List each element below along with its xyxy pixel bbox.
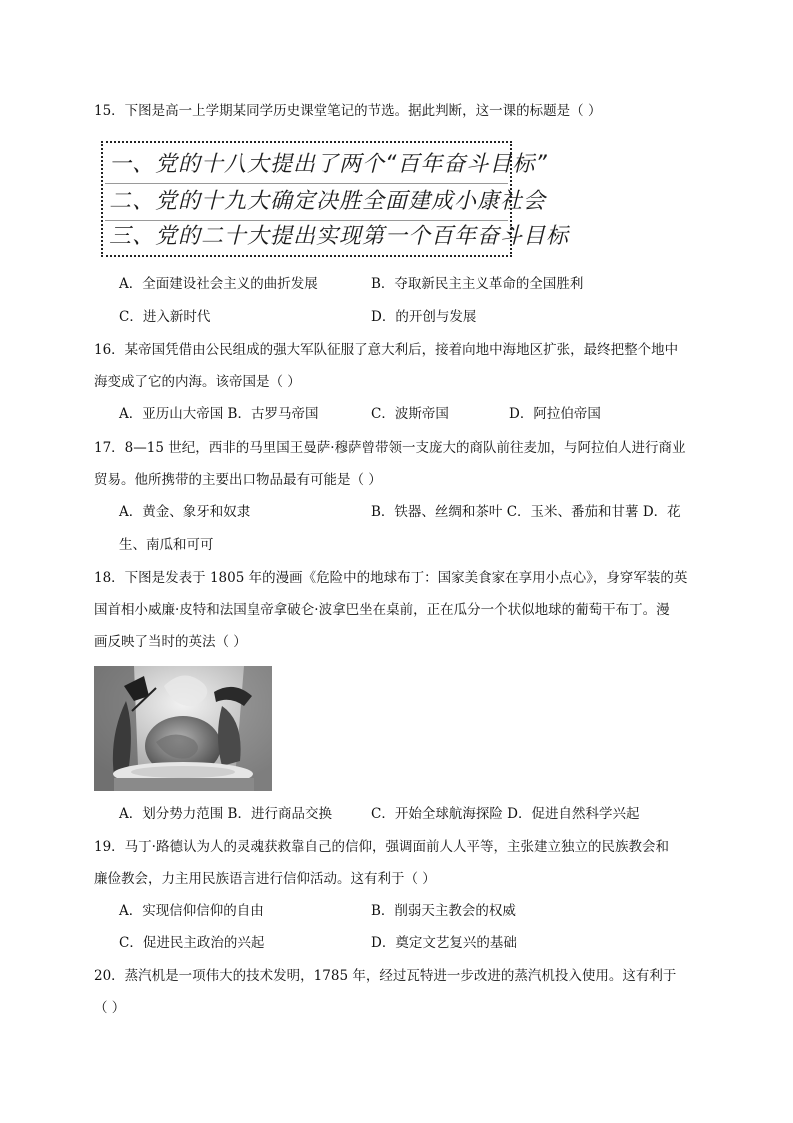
q16-option-d[interactable]: D．阿拉伯帝国 xyxy=(509,406,601,422)
q18-option-ab[interactable]: A．划分势力范围 B．进行商品交换 xyxy=(119,806,332,822)
question-18-stem-line2: 国首相小威廉·皮特和法国皇帝拿破仑·波拿巴坐在桌前，正在瓜分一个状似地球的葡萄干布丁。漫 xyxy=(94,602,670,618)
question-15-stem: 15．下图是高一上学期某同学历史课堂笔记的节选。据此判断，这一课的标题是（ ） xyxy=(94,103,602,119)
q19-option-d[interactable]: D．奠定文艺复兴的基础 xyxy=(371,935,517,951)
q17-option-a[interactable]: A．黄金、象牙和奴隶 xyxy=(119,504,251,520)
q19-option-a[interactable]: A．实现信仰信仰的自由 xyxy=(119,903,264,919)
question-17-stem-line1: 17．8—15 世纪，西非的马里国王曼萨·穆萨曾带领一支庞大的商队前往麦加，与阿拉伯人进行商业 xyxy=(94,440,686,456)
q19-option-b[interactable]: B．削弱天主教会的权威 xyxy=(371,903,516,919)
q17-option-d-continued[interactable]: 生、南瓜和可可 xyxy=(119,537,214,553)
question-16-stem-line2: 海变成了它的内海。该帝国是（ ） xyxy=(94,374,301,390)
plum-pudding-cartoon-image xyxy=(94,666,272,791)
question-19-stem-line2: 廉俭教会，力主用民族语言进行信仰活动。这有利于（ ） xyxy=(94,871,436,887)
q17-option-bcd[interactable]: B．铁器、丝绸和茶叶 C．玉米、番茄和甘薯 D．花 xyxy=(371,504,681,520)
q15-option-a[interactable]: A．全面建设社会主义的曲折发展 xyxy=(119,276,318,292)
note-line-1: 一、党的十八大提出了两个“百年奋斗目标” xyxy=(109,152,548,177)
handwritten-notes-image xyxy=(101,141,570,257)
note-line-2: 二、党的十九大确定决胜全面建成小康社会 xyxy=(109,189,547,214)
q15-option-d[interactable]: D．的开创与发展 xyxy=(371,309,477,325)
question-20-stem-line1: 20．蒸汽机是一项伟大的技术发明，1785 年，经过瓦特进一步改进的蒸汽机投入使用。这有利于 xyxy=(94,968,677,984)
q16-option-c[interactable]: C．波斯帝国 xyxy=(371,406,449,422)
q19-option-c[interactable]: C．促进民主政治的兴起 xyxy=(119,935,265,951)
question-18-stem-line1: 18．下图是发表于 1805 年的漫画《危险中的地球布丁：国家美食家在享用小点心》，身穿军装的英 xyxy=(94,570,688,586)
question-17-stem-line2: 贸易。他所携带的主要出口物品最有可能是（ ） xyxy=(94,472,382,488)
q15-option-c[interactable]: C．进入新时代 xyxy=(119,309,211,325)
q16-option-ab[interactable]: A．亚历山大帝国 B．古罗马帝国 xyxy=(119,406,319,422)
question-19-stem-line1: 19．马丁·路德认为人的灵魂获救靠自己的信仰，强调面前人人平等，主张建立独立的民族教会和 xyxy=(94,839,669,855)
question-18-stem-line3: 画反映了当时的英法（ ） xyxy=(94,634,247,650)
q18-option-cd[interactable]: C．开始全球航海探险 D．促进自然科学兴起 xyxy=(371,806,640,822)
q15-option-b[interactable]: B．夺取新民主主义革命的全国胜利 xyxy=(371,276,584,292)
question-16-stem-line1: 16．某帝国凭借由公民组成的强大军队征服了意大利后，接着向地中海地区扩张，最终把整个地中 xyxy=(94,342,679,358)
note-line-3: 三、党的二十大提出实现第一个百年奋斗目标 xyxy=(109,224,570,249)
question-20-stem-line2: （ ） xyxy=(94,1000,126,1016)
